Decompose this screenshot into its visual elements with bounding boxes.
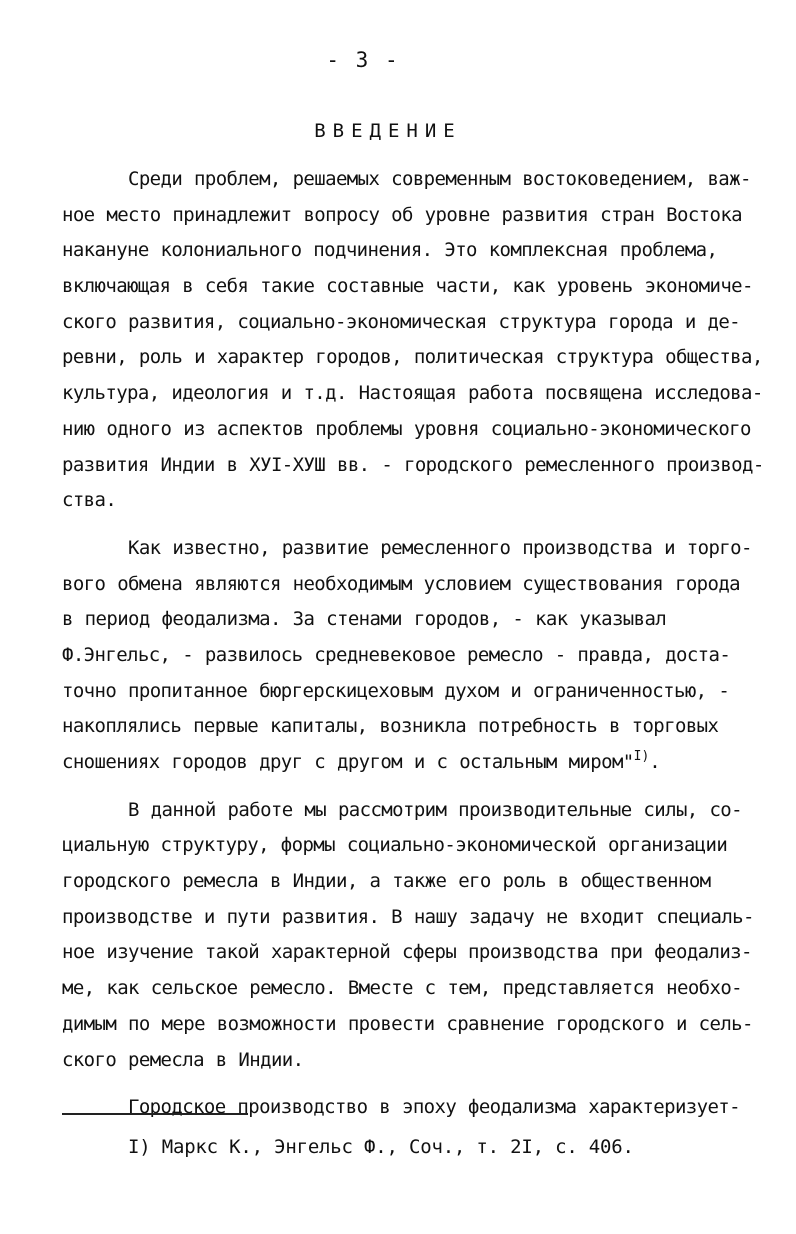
text-line: ное место принадлежит вопросу об уровне развития стран Востока bbox=[62, 203, 743, 226]
page-number: - 3 - bbox=[326, 48, 400, 72]
footnote: I) Маркс К., Энгельс Ф., Соч., т. 2I, с. 406. bbox=[128, 1136, 634, 1158]
text-line: вого обмена являются необходимым условием существования города bbox=[62, 572, 741, 595]
text-line: культура, идеология и т.д. Настоящая работа посвящена исследова- bbox=[62, 382, 763, 405]
text-line: Ф.Энгельс, - развилось средневековое ремесло - правда, доста- bbox=[62, 643, 731, 666]
text-line: развития Индии в ХУI-ХУШ вв. - городского ремесленного производ- bbox=[62, 453, 764, 476]
paragraph-4 bbox=[62, 1090, 760, 1126]
text-line: накоплялись первые капиталы, возникла потребность в торговых bbox=[62, 715, 719, 738]
text-line: производстве и пути развития. В нашу задачу не входит специаль- bbox=[62, 905, 754, 928]
text-line: нию одного из аспектов проблемы уровня социально-экономического bbox=[62, 417, 751, 440]
text-line: городского ремесла в Индии, а также его роль в общественном bbox=[62, 870, 711, 893]
text-line: ского ремесла в Индии. bbox=[62, 1048, 304, 1071]
text-line: точно пропитанное бюргерскицеховым духом и ограниченностью, - bbox=[62, 679, 730, 702]
sentence-end: . bbox=[649, 751, 661, 773]
text-line: ского развития, социально-экономическая структура города и де- bbox=[62, 310, 741, 333]
text-line: ревни, роль и характер городов, политическая структура общества, bbox=[62, 346, 763, 369]
text-line: димым по мере возможности провести сравнение городского и сель- bbox=[62, 1012, 753, 1035]
text-line: Как известно, развитие ремесленного производства и торго- bbox=[128, 536, 752, 559]
paragraph-1 bbox=[62, 162, 764, 519]
footnote-reference: I) bbox=[633, 749, 650, 764]
text-line: Среди проблем, решаемых современным востоковедением, важ- bbox=[128, 168, 751, 190]
text-line: ное изучение такой характерной сферы производства при феодализ- bbox=[62, 941, 752, 964]
text-line-with-footnote-ref bbox=[62, 745, 760, 781]
text-line: включающая в себя такие составные части, как уровень экономиче- bbox=[62, 275, 753, 298]
section-heading: ВВЕДЕНИЕ bbox=[314, 120, 462, 142]
text-line: сношениях городов друг с другом и с остальным миром" bbox=[62, 751, 634, 773]
text-line: в период феодализма. За стенами городов, - как указывал bbox=[62, 608, 667, 631]
text-line: циальную структуру, формы социально-экономической организации bbox=[62, 834, 728, 857]
paragraph-2 bbox=[62, 531, 760, 781]
footnote-divider bbox=[62, 1113, 248, 1115]
text-line: накануне колониального подчинения. Это комплексная проблема, bbox=[62, 239, 718, 262]
paragraph-3 bbox=[62, 793, 760, 1079]
text-line: ства. bbox=[62, 489, 117, 512]
text-line: Городское производство в эпоху феодализма характеризует- bbox=[128, 1096, 740, 1119]
text-line: ме, как сельское ремесло. Вместе с тем, представляется необхо- bbox=[62, 977, 743, 1000]
body-text bbox=[62, 162, 764, 1126]
text-line: В данной работе мы рассмотрим производительные силы, со- bbox=[128, 798, 742, 821]
